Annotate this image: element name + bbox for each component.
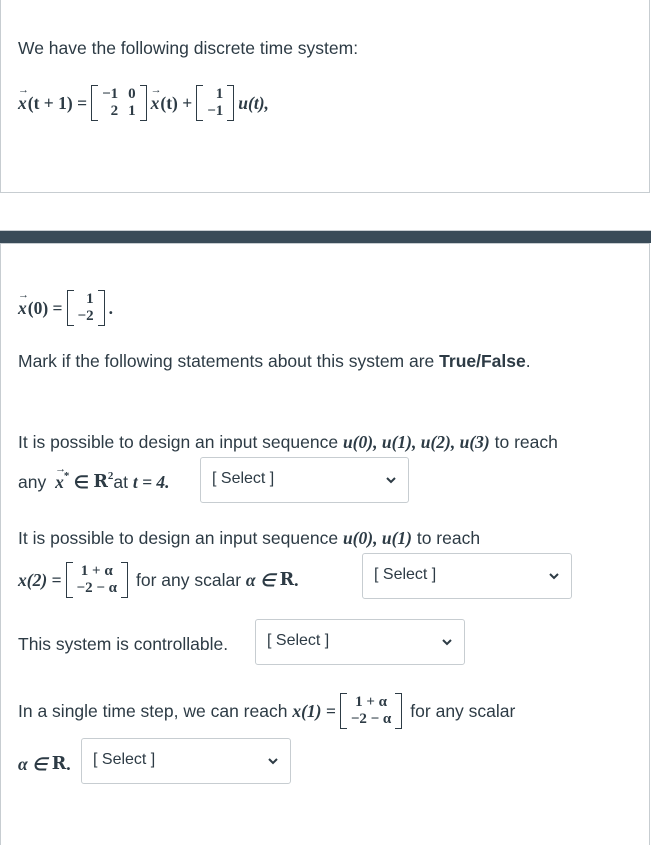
q2-after: for any scalar <box>135 569 246 590</box>
q2-line2 <box>18 557 299 603</box>
q4-vector-cell: 1 + α <box>355 694 388 710</box>
q4-line1 <box>18 688 515 734</box>
q2-real-set: R <box>279 570 295 590</box>
system-equation <box>18 78 269 128</box>
matrix-B-cell: −1 <box>207 103 224 119</box>
q1-time: t = 4. <box>132 471 170 492</box>
q1-dim: 2 <box>107 470 114 482</box>
q1-at: at <box>113 471 133 492</box>
instruction-emphasis: True/False <box>439 351 526 371</box>
q1-select[interactable] <box>200 457 409 503</box>
initial-end: . <box>108 297 113 318</box>
matrix-A-cell: 0 <box>128 86 136 102</box>
chevron-down-icon <box>547 569 561 583</box>
instruction-text: Mark if the following statements about this system are <box>18 351 440 371</box>
initial-vector <box>67 290 105 326</box>
q1-end: to reach <box>489 432 558 452</box>
initial-vector-cell: 1 <box>86 291 94 307</box>
q2-vector-cell: −2 − α <box>76 580 117 596</box>
q2-dot: . <box>294 569 299 590</box>
initial-condition <box>18 285 113 331</box>
q1-line1 <box>18 432 558 453</box>
matrix-A-cell: −1 <box>102 86 119 102</box>
chevron-down-icon <box>266 754 280 768</box>
intro-text: We have the following discrete time system: <box>18 38 359 58</box>
q2-alpha: α ∈ <box>245 569 280 590</box>
q1-any: any <box>18 471 52 492</box>
q3-select[interactable] <box>255 619 465 665</box>
q4-real-set: R <box>51 754 67 774</box>
q2-select-value: [ Select ] <box>374 566 437 583</box>
q2-select[interactable] <box>362 553 572 599</box>
q2-target-vector <box>66 562 128 598</box>
matrix-A-cell: 2 <box>110 103 119 119</box>
q4-after: for any scalar <box>410 700 516 721</box>
state-arg: (t) + <box>160 92 193 113</box>
q4-text: In a single time step, we can reach <box>18 700 293 721</box>
q4-select-value: [ Select ] <box>93 751 156 768</box>
q4-line2 <box>18 752 71 776</box>
q4-select[interactable] <box>81 738 291 784</box>
q2-math: u(0), u(1) <box>342 528 412 548</box>
matrix-B-cell: 1 <box>215 86 224 102</box>
state-vector: → x <box>151 93 160 114</box>
q4-lhs: x(1) = <box>292 700 336 721</box>
lhs-arg: (t + 1) = <box>27 92 88 113</box>
initial-vector-cell: −2 <box>77 308 94 324</box>
q4-target-vector <box>340 693 402 729</box>
q1-select-value: [ Select ] <box>212 470 275 487</box>
input-term: u(t), <box>238 92 269 113</box>
q2-vector-cell: 1 + α <box>80 563 113 579</box>
q1-in: ∈ <box>69 471 94 492</box>
q4-dot: . <box>66 753 71 774</box>
q1-math: u(0), u(1), u(2), u(3) <box>342 432 490 452</box>
q3-select-value: [ Select ] <box>267 632 330 649</box>
lhs-state-vector: → x <box>18 93 27 114</box>
q4-vector-cell: −2 − α <box>350 711 392 727</box>
chevron-down-icon <box>384 473 398 487</box>
q1-star: * <box>63 470 70 482</box>
q1-real-set: R <box>93 472 108 492</box>
q1-text: It is possible to design an input sequence <box>18 432 343 452</box>
chevron-down-icon <box>440 635 454 649</box>
q1-target-vector: → x <box>55 472 64 493</box>
matrix-A <box>91 85 147 121</box>
q2-line1 <box>18 528 480 549</box>
q2-text: It is possible to design an input sequence <box>18 528 343 548</box>
q2-end: to reach <box>411 528 481 548</box>
q1-line2 <box>18 470 170 494</box>
initial-arg: (0) = <box>27 297 63 318</box>
instruction-end: . <box>525 351 531 371</box>
initial-state-vector: → x <box>18 298 27 319</box>
instruction <box>18 351 531 372</box>
q3-text: This system is controllable. <box>18 634 229 654</box>
q4-alpha: α ∈ <box>18 753 52 774</box>
question-divider <box>0 230 651 243</box>
matrix-B <box>196 85 234 121</box>
matrix-A-cell: 1 <box>128 103 136 119</box>
q2-lhs: x(2) = <box>18 569 62 590</box>
